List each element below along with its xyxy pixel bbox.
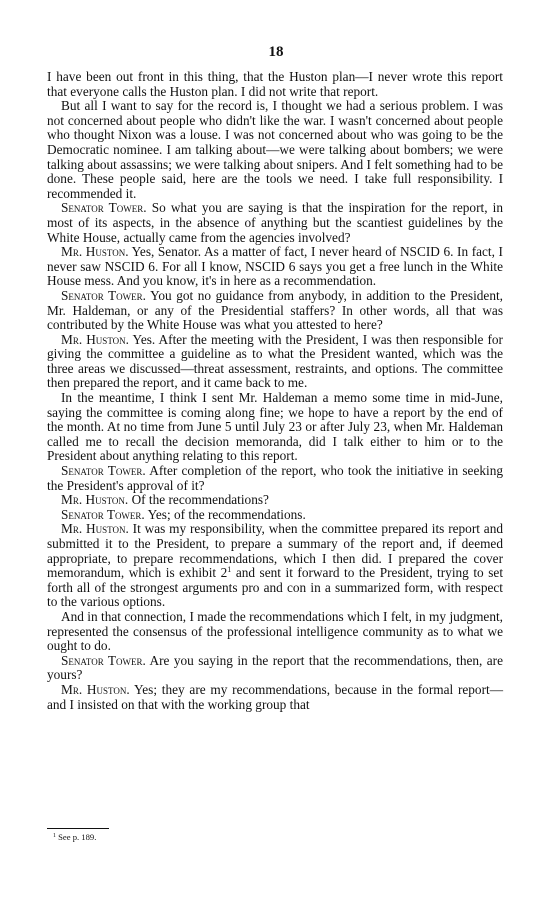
paragraph (47, 289, 503, 333)
paragraph-text: I have been out front in this thing, that the Huston plan—I never wrote this report that everyone calls the Huston plan. I did not write that report. (47, 69, 503, 99)
footnote (53, 832, 96, 842)
speaker-name: Mr. Huston. (61, 521, 129, 537)
paragraph-text: Of the recommendations? (131, 492, 269, 508)
paragraph-text: Yes, Senator. As a matter of fact, I never heard of NSCID 6. In fact, I never saw NSCID 6. For all I know, NSCID 6 says you get a free lunch in the White House mess. And you know, it's in here as a recommendation. (47, 244, 503, 289)
paragraph (47, 610, 503, 654)
paragraph-text: Yes; they are my recommendations, because in the formal report—and I insisted on that with the working group that (47, 681, 503, 712)
paragraph (47, 99, 503, 201)
paragraph-text-continued: and sent it forward to the President, trying to set forth all of the strongest arguments pro and con in a summarized form, with respect to the various options. (47, 565, 504, 610)
paragraph-text: After completion of the report, who took the initiative in seeking the President's approval of it? (47, 463, 504, 493)
speaker-name: Mr. Huston. (61, 492, 129, 508)
speaker-name: Senator Tower. (61, 652, 146, 668)
footnote-text: See p. 189. (58, 832, 97, 842)
paragraph (47, 508, 503, 523)
speaker-name: Senator Tower. (61, 506, 145, 522)
speaker-name: Senator Tower. (61, 200, 147, 216)
paragraph-text: So what you are saying is that the inspiration for the report, in most of its aspects, in the absence of anything but the scantiest guidelines by the White House, actually came from the agencies involved? (47, 200, 503, 245)
paragraph (47, 70, 503, 99)
speaker-name: Mr. Huston. (61, 244, 129, 260)
paragraph (47, 522, 503, 610)
paragraph-text: Are you saying in the report that the recommendations, then, are yours? (47, 652, 504, 683)
page-number: 18 (268, 44, 284, 60)
paragraph (47, 654, 503, 683)
paragraph (47, 245, 503, 289)
paragraph (47, 493, 503, 508)
paragraph-text: And in that connection, I made the recommendations which I felt, in my judgment, represented the consensus of the professional intelligence community as to what we ought to do. (47, 608, 503, 654)
paragraph (47, 333, 503, 391)
paragraph-text: But all I want to say for the record is, I thought we had a serious problem. I was not concerned about people who didn't like the war. I wasn't concerned about people who thought Nixon was a louse. I was not concerned about who was going to be the Democratic nominee. I am talking about—we were talking about bombers; we were talking about assassins; we were talking about snipers. And I felt something had to be done. These people said, here are the tools we need. I take full responsibility. I recommended it. (47, 98, 503, 201)
speaker-name: Senator Tower. (61, 463, 146, 479)
paragraph (47, 201, 503, 245)
footnote-marker: 1 (53, 833, 56, 839)
footnote-divider (47, 828, 109, 829)
paragraph (47, 683, 503, 712)
paragraph-text: It was my responsibility, when the committee prepared its report and submitted it to the President, to prepare a summary of the report and, if deemed appropriate, to prepare recommendations, which I then did. I prepared the cover memorandum, which is exhibit 2 (47, 521, 504, 581)
paragraph-text: Yes; of the recommendations. (147, 506, 306, 522)
paragraph-text: Yes. After the meeting with the President, I was then responsible for giving the committee a guideline as to what the President wanted, which was the three areas we discussed—threat assessment, restraints, and options. The committee then prepared the report, and it came back to me. (47, 331, 503, 391)
testimony-body (47, 70, 503, 712)
paragraph (47, 391, 503, 464)
paragraph-text: In the meantime, I think I sent Mr. Haldeman a memo some time in mid-June, saying the committee is coming along fine; we hope to have a report by the end of the month. At no time from June 5 until July 23 or after July 23, when Mr. Haldeman called me to recall the decision memoranda, did I talk either to him or to the President about anything relating to this report. (47, 390, 503, 464)
speaker-name: Mr. Huston. (61, 681, 130, 697)
speaker-name: Mr. Huston. (61, 331, 129, 347)
paragraph (47, 464, 503, 493)
paragraph-text: You got no guidance from anybody, in addition to the President, Mr. Haldeman, or any of the Presidential staffers? In other words, all that was contributed by the White House was what you attested to here? (47, 287, 503, 333)
speaker-name: Senator Tower. (61, 287, 146, 303)
footnote-reference[interactable]: 1 (227, 565, 232, 575)
